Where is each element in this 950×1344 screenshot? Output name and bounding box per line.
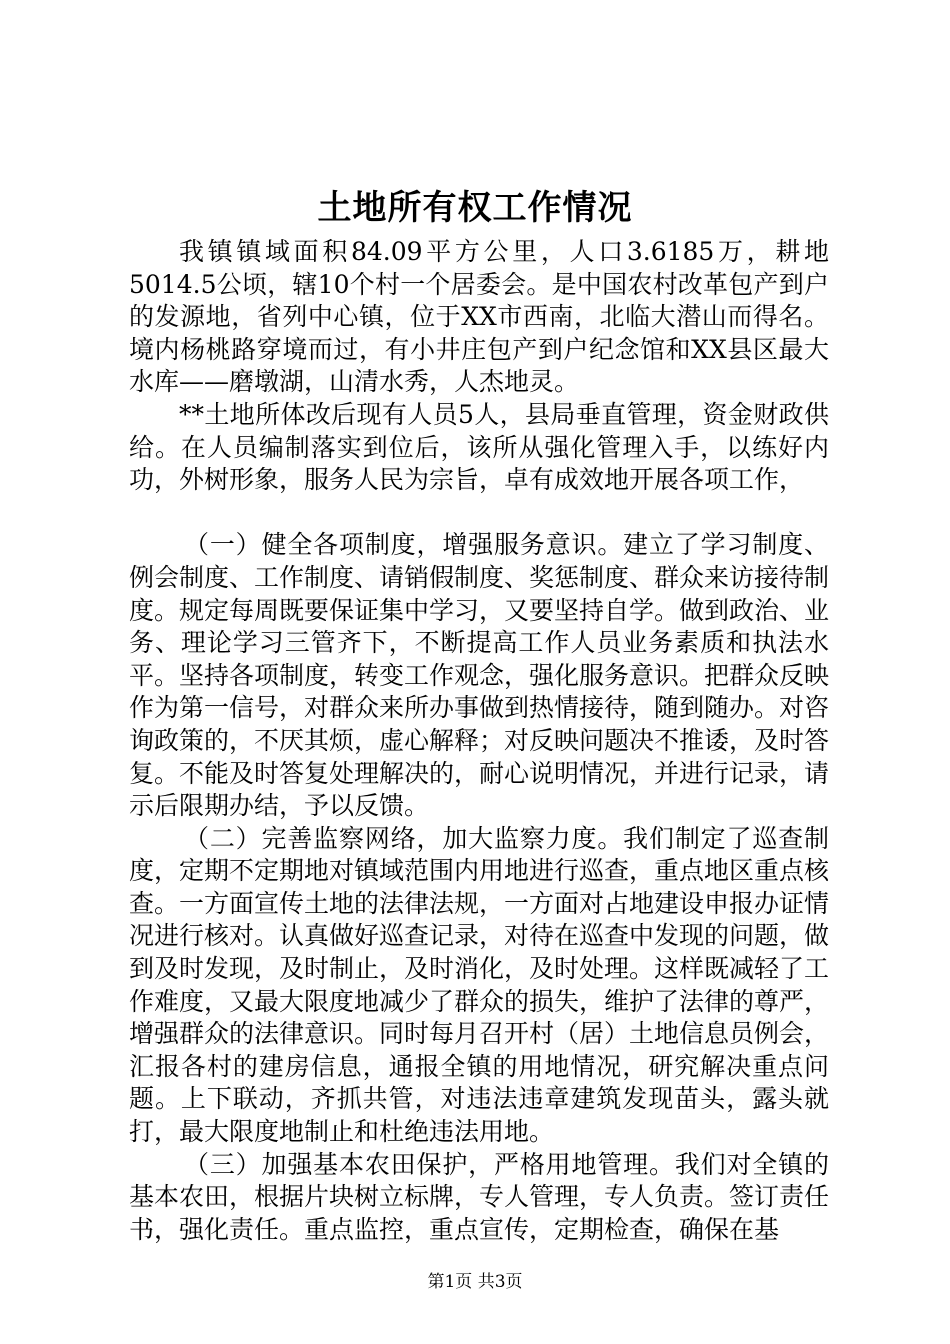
paragraph-section-three: （三）加强基本农田保护，严格用地管理。我们对全镇的基本农田，根据片块树立标牌，专人管理，专人负责。签订责任书，强化责任。重点监控，重点宣传，定期检查，确保在基	[129, 1149, 830, 1244]
document-body	[129, 236, 829, 1246]
paragraph-town-overview: 我镇镇域面积84.09平方公里，人口3.6185万，耕地5014.5公顷，辖10个村一个居委会。是中国农村改革包产到户的发源地，省列中心镇，位于XX市西南，北临大潜山而得名。境内杨桃路穿境而过，有小井庄包产到户纪念馆和XX县区最大水库——磨墩湖，山清水秀，人杰地灵。	[129, 237, 829, 397]
paragraph-land-office-intro: **土地所体改后现有人员5人，县局垂直管理，资金财政供给。在人员编制落实到位后，该所从强化管理入手，以练好内功，外树形象，服务人民为宗旨，卓有成效地开展各项工作，	[129, 399, 829, 495]
paragraph-section-one: （一）健全各项制度，增强服务意识。建立了学习制度、例会制度、工作制度、请销假制度、奖惩制度、群众来访接待制度。规定每周既要保证集中学习，又要坚持自学。做到政治、业务、理论学习三管齐下，不断提高工作人员业务素质和执法水平。坚持各项制度，转变工作观念，强化服务意识。把群众反映作为第一信号，对群众来所办事做到热情接待，随到随办。对咨询政策的，不厌其烦，虚心解释；对反映问题决不推诿，及时答复。不能及时答复处理解决的，耐心说明情况，并进行记录，请示后限期办结，予以反馈。	[129, 530, 830, 821]
document-title: 土地所有权工作情况	[317, 188, 633, 228]
page-footer: 第1页 共3页	[427, 1272, 523, 1292]
paragraph-spacer	[129, 497, 829, 530]
paragraph-section-two: （二）完善监察网络，加大监察力度。我们制定了巡查制度，定期不定期地对镇域范围内用地进行巡查，重点地区重点核查。一方面宣传土地的法律法规，一方面对占地建设申报办证情况进行核对。认真做好巡查记录，对待在巡查中发现的问题，做到及时发现，及时制止，及时消化，及时处理。这样既减轻了工作难度，又最大限度地减少了群众的损失，维护了法律的尊严，增强群众的法律意识。同时每月召开村（居）土地信息员例会，汇报各村的建房信息，通报全镇的用地情况，研究解决重点问题。上下联动，齐抓共管，对违法违章建筑发现苗头，露头就打，最大限度地制止和杜绝违法用地。	[129, 823, 830, 1147]
